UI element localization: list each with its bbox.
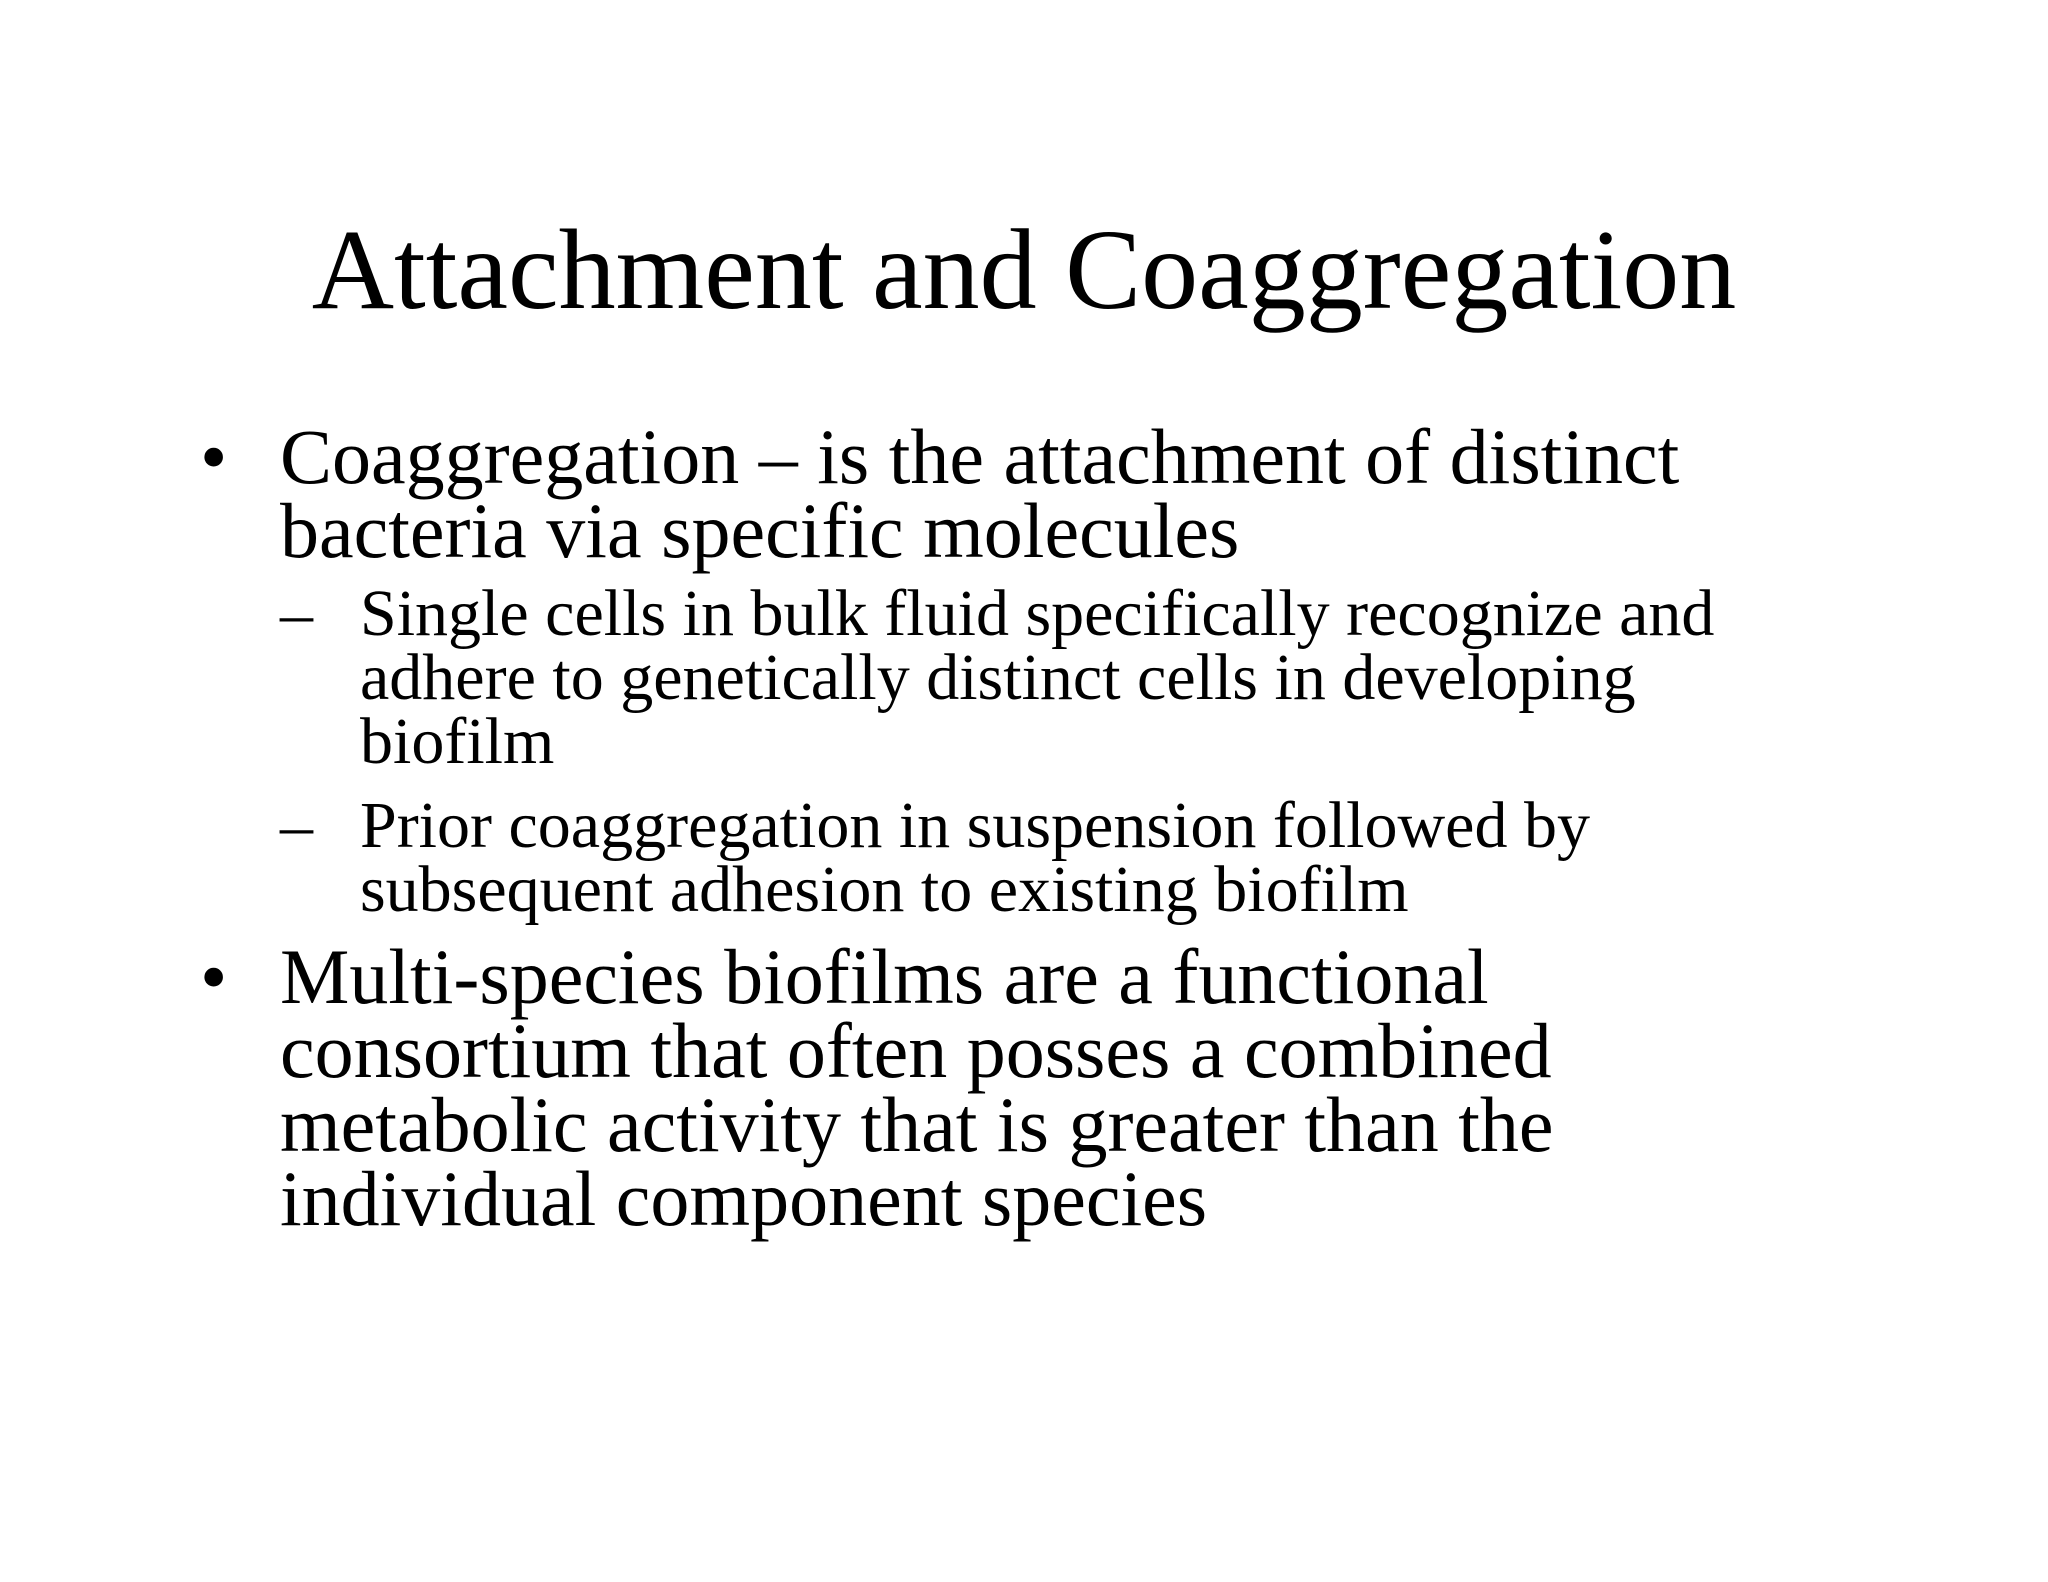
sub-bullet-marker: – (280, 577, 313, 650)
bullet-item-coaggregation (200, 413, 1960, 926)
bullet-text: Multi-species biofilms are a functional consortium that often posses a combined metabolic activity that is greater than the individual component species (280, 933, 1554, 1242)
sub-bullet-item-prior-coaggregation (280, 789, 1960, 926)
sub-bullet-marker: – (280, 789, 313, 862)
slide-title: Attachment and Coaggregation (311, 206, 1737, 333)
sub-bullet-list (280, 577, 1960, 926)
sub-bullet-text: Single cells in bulk fluid specifically recognize and adhere to genetically distinct cells in developing biofilm (360, 577, 1715, 778)
bullet-list (200, 413, 1960, 1242)
bullet-marker: • (200, 413, 228, 500)
bullet-item-multi-species (200, 933, 1960, 1242)
sub-bullet-text: Prior coaggregation in suspension followed by subsequent adhesion to existing biofilm (360, 789, 1590, 926)
bullet-marker: • (200, 933, 228, 1020)
bullet-text: Coaggregation – is the attachment of distinct bacteria via specific molecules (280, 413, 1680, 574)
sub-bullet-item-single-cells (280, 577, 1960, 778)
